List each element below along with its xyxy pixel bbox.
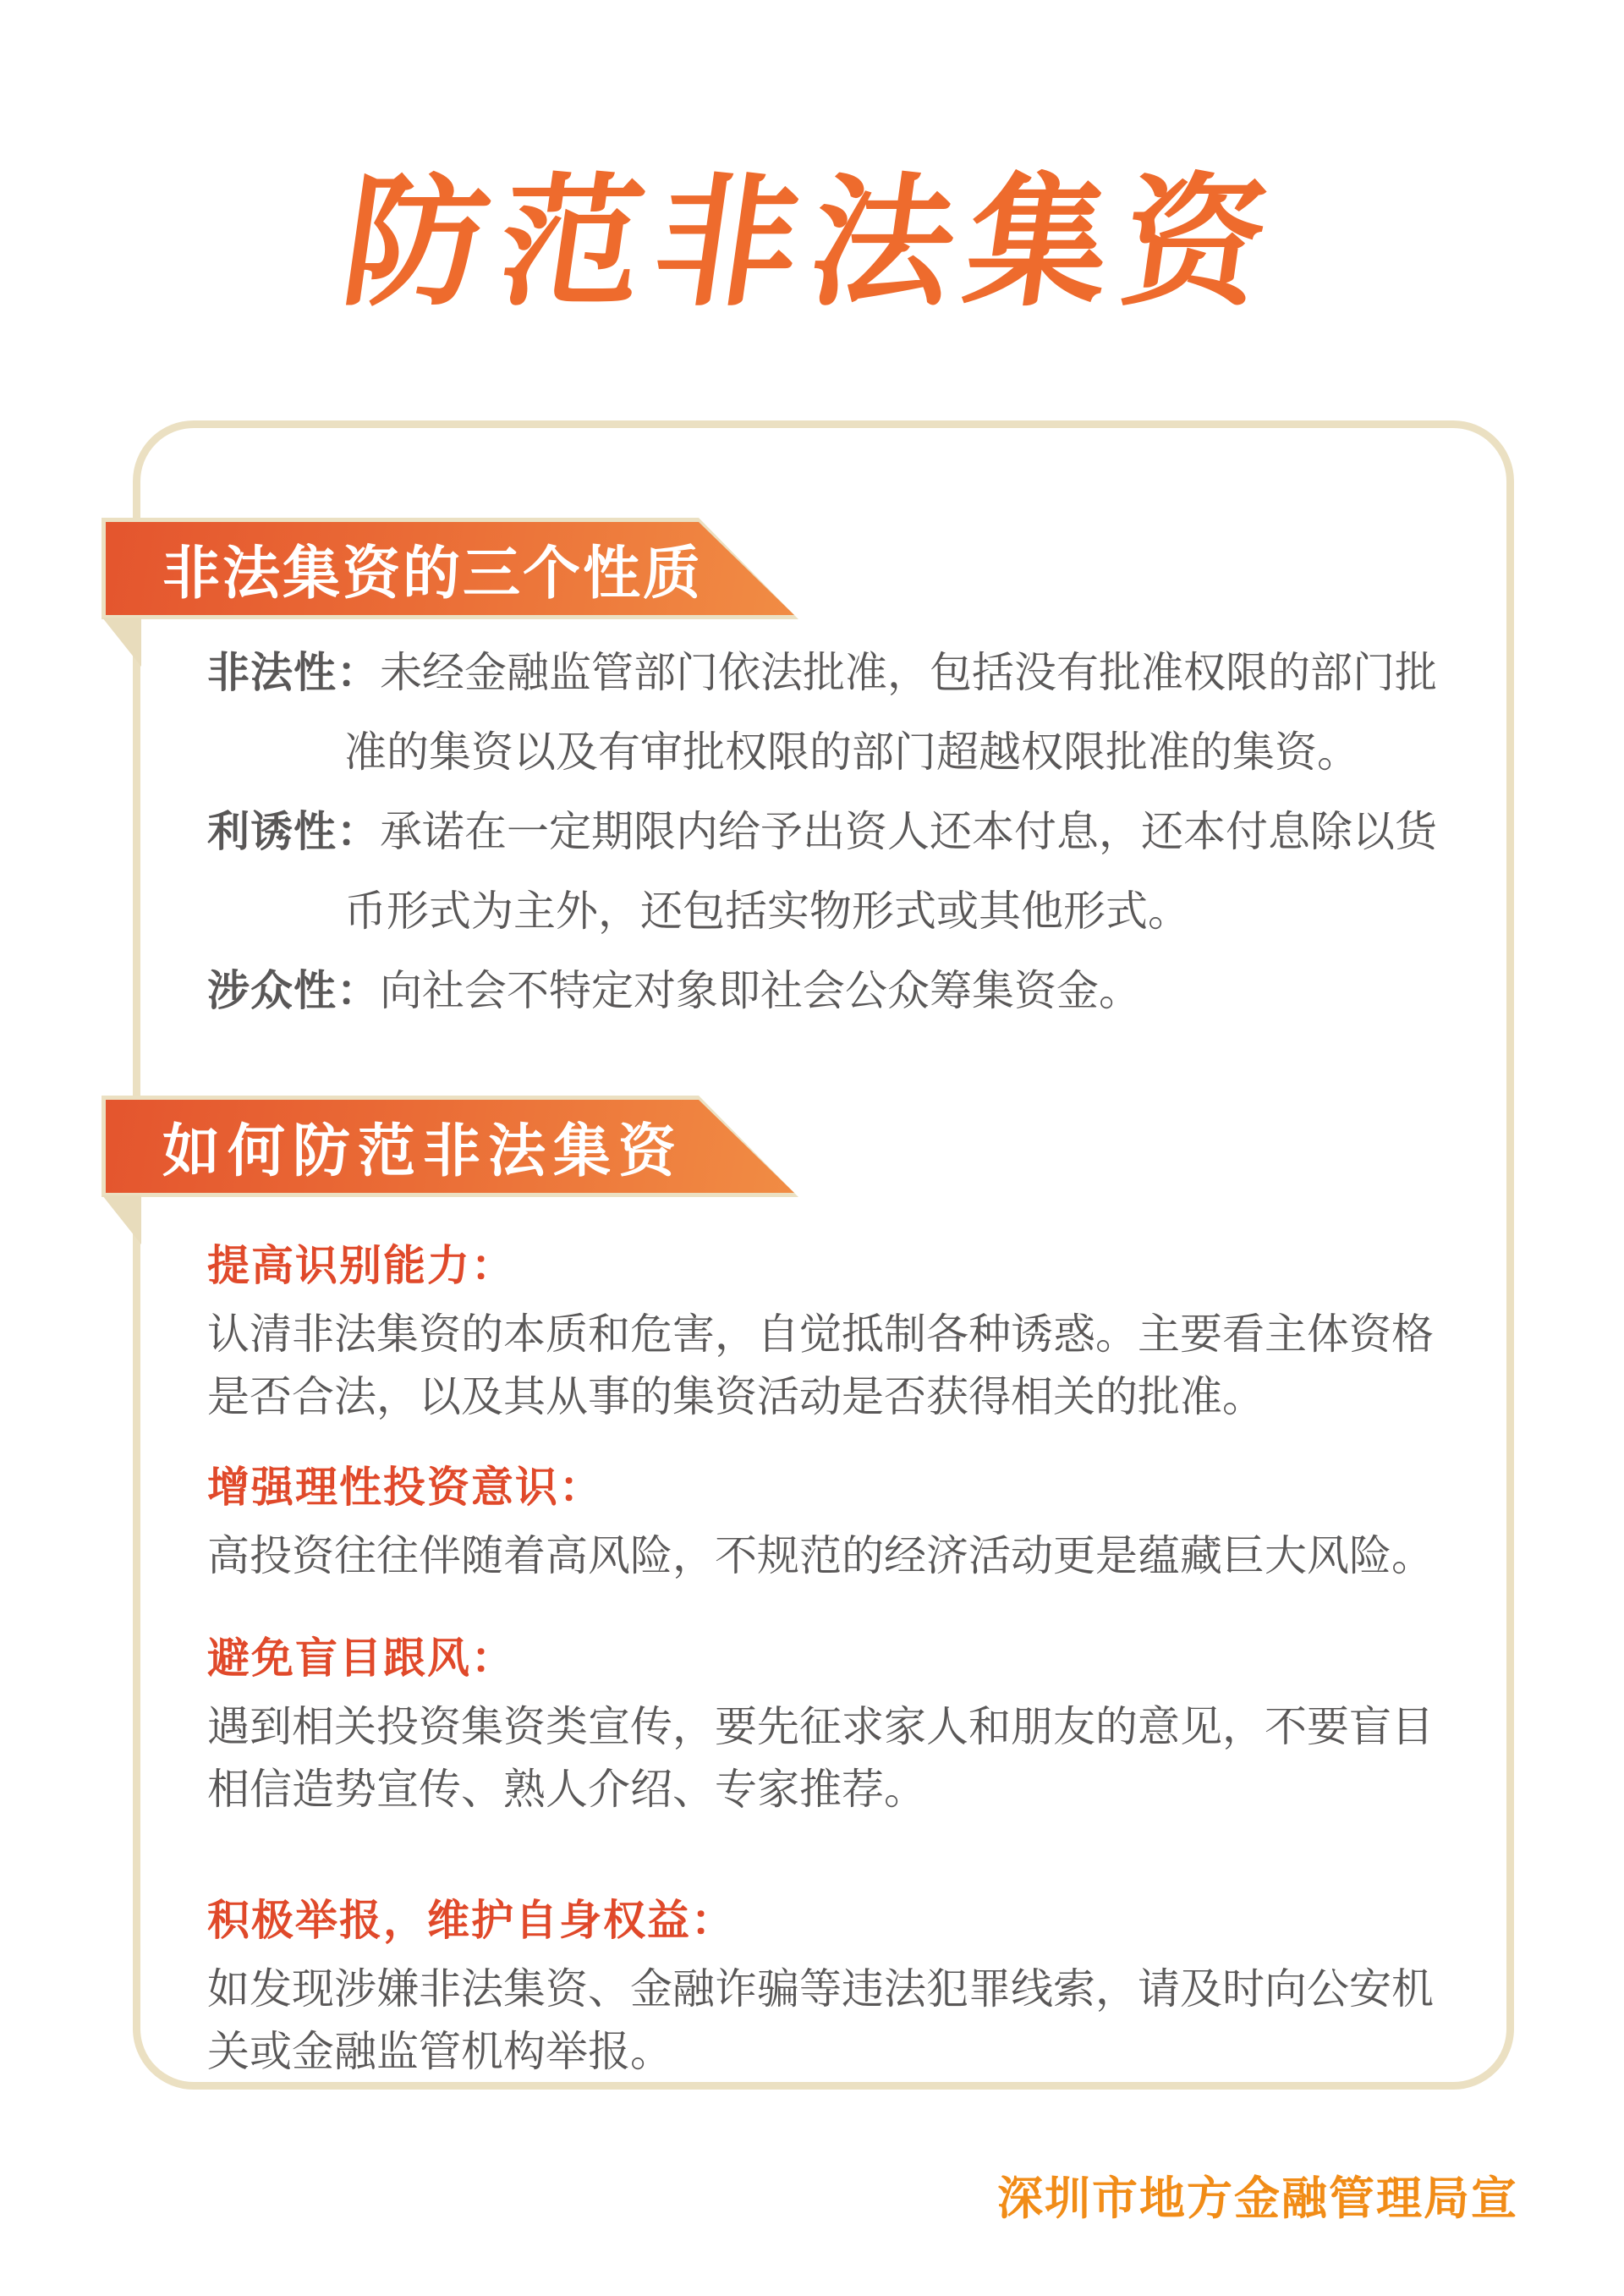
- section-banner-natures-label: 非法集资的三个性质: [162, 541, 704, 606]
- section-banner-howto-label: 如何防范非法集资: [162, 1118, 684, 1184]
- def-label: 利诱性：: [207, 808, 380, 855]
- def-text: 承诺在一定期限内给予出资人还本付息，还本付息除以货币形式为主外，还包括实物形式或其他形式。: [344, 808, 1437, 935]
- howto-item-avoid-herd: [207, 1628, 1469, 1821]
- howto-item-rational-investment: [207, 1457, 1469, 1587]
- def-label: 非法性：: [207, 649, 380, 696]
- def-item-illegality: [207, 633, 1469, 792]
- def-item-public: [207, 951, 1469, 1030]
- section-banner-natures: [102, 518, 798, 619]
- def-text: 向社会不特定对象即社会公众筹集资金。: [380, 967, 1141, 1014]
- subsection-text: 高投资往往伴随着高风险，不规范的经济活动更是蕴藏巨大风险。: [207, 1532, 1434, 1579]
- def-label: 涉众性：: [207, 967, 380, 1014]
- poster-title: 防范非法集资: [333, 163, 1291, 322]
- subsection-heading: 提高识别能力：: [207, 1242, 515, 1289]
- howto-section-list: [207, 1235, 1469, 2083]
- subsection-text: 如发现涉嫌非法集资、金融诈骗等违法犯罪线索，请及时向公安机关或金融监管机构举报。: [207, 1965, 1434, 2075]
- footer-credit: 深圳市地方金融管理局宣: [997, 2173, 1518, 2224]
- natures-definition-list: [207, 633, 1469, 1030]
- ribbon-fold: [102, 618, 141, 667]
- howto-item-recognition: [207, 1235, 1469, 1428]
- subsection-text: 认清非法集资的本质和危害，自觉抵制各种诱惑。主要看主体资格是否合法，以及其从事的集资活动是否获得相关的批准。: [207, 1310, 1434, 1420]
- howto-item-report: [207, 1890, 1469, 2083]
- subsection-text: 遇到相关投资集资类宣传，要先征求家人和朋友的意见，不要盲目相信造势宣传、熟人介绍、专家推荐。: [207, 1703, 1434, 1813]
- subsection-heading: 积极举报，维护自身权益：: [207, 1897, 735, 1944]
- def-text: 未经金融监管部门依法批准，包括没有批准权限的部门批准的集资以及有审批权限的部门超越权限批准的集资。: [344, 649, 1437, 776]
- subsection-heading: 避免盲目跟风：: [207, 1634, 515, 1682]
- section-banner-howto: [102, 1096, 798, 1197]
- subsection-heading: 增强理性投资意识：: [207, 1464, 603, 1511]
- def-item-enticement: [207, 792, 1469, 951]
